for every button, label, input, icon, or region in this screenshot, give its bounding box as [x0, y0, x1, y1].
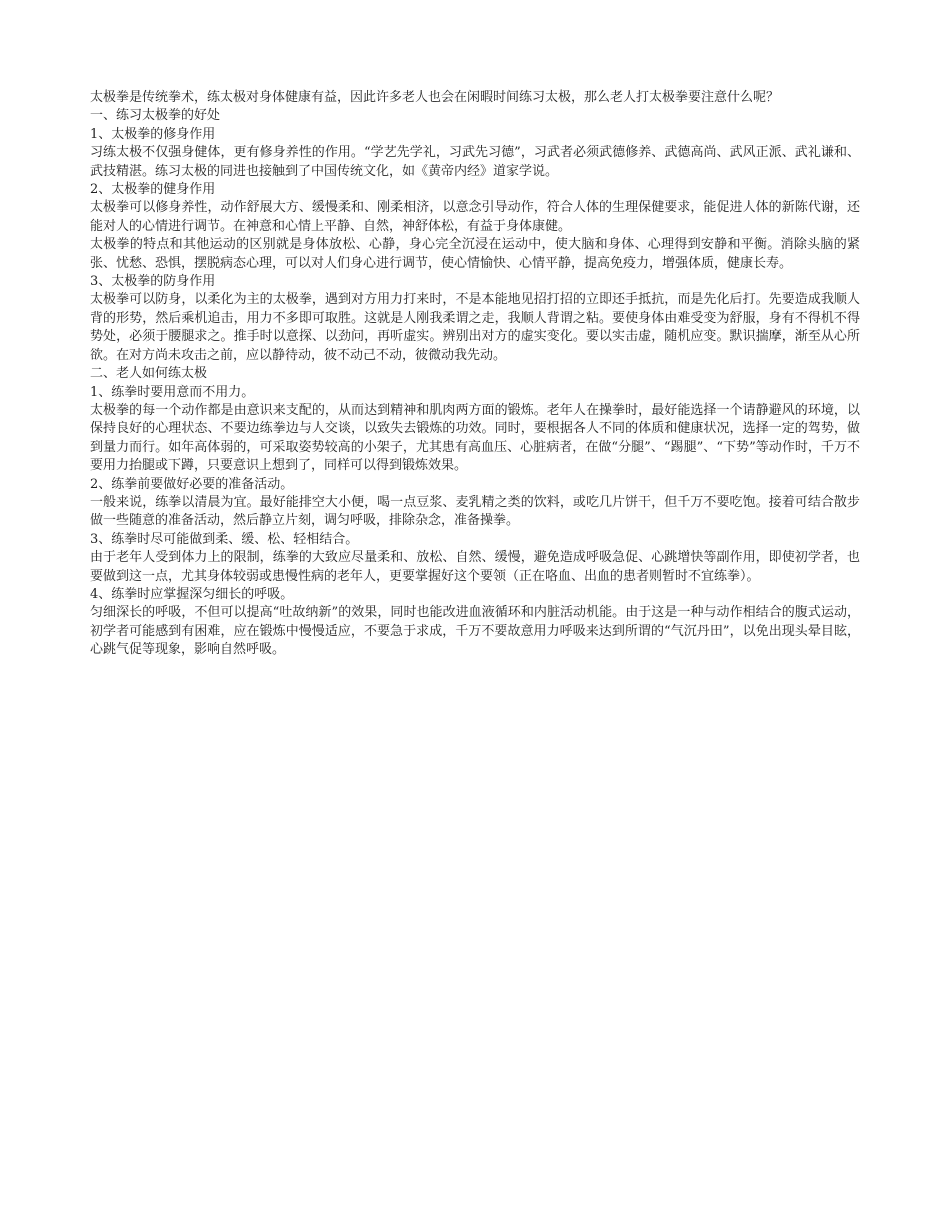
paragraph-fitness-1: 太极拳可以修身养性，动作舒展大方、缓慢柔和、刚柔相济，以意念引导动作，符合人体的生理保健要求，能促进人体的新陈代谢，还能对人的心情进行调节。在神意和心情上平静、自然，神舒体松，有益于身体康健。 — [90, 200, 860, 234]
subheading-soft-slow: 3、练拳时尽可能做到柔、缓、松、轻相结合。 — [90, 531, 359, 547]
paragraph-soft-slow: 由于老年人受到体力上的限制，练拳的大致应尽量柔和、放松、自然、缓慢，避免造成呼吸急促、心跳增快等副作用，即使初学者，也要做到这一点，尤其身体较弱或患慢性病的老年人，更要掌握好这个要领（正在咯血、出血的患者则暂时不宜练拳）。 — [90, 550, 860, 584]
subheading-self-cultivation: 1、太极拳的修身作用 — [90, 126, 216, 142]
paragraph-intent-not-force: 太极拳的每一个动作都是由意识来支配的，从而达到精神和肌肉两方面的锻炼。老年人在操拳时，最好能选择一个请静避风的环境，以保持良好的心理状态、不要边练拳边与人交谈，以致失去锻炼的功效。同时，要根据各人不同的体质和健康状况，选择一定的驾势，做到量力而行。如年高体弱的，可采取姿势较高的小架子，尤其患有高血压、心脏病者，在做“分腿”、“踢腿”、“下势”等动作时，千万不要用力抬腿或下蹲，只要意识上想到了，同样可以得到锻炼效果。 — [90, 402, 860, 474]
paragraph-self-cultivation: 习练太极不仅强身健体，更有修身养性的作用。“学艺先学礼，习武先习德”，习武者必须武德修养、武德高尚、武风正派、武礼谦和、武技精湛。练习太极的同进也接触到了中国传统文化，如《黄帝内经》道家学说。 — [90, 145, 860, 179]
intro-paragraph: 太极拳是传统拳术，练太极对身体健康有益，因此许多老人也会在闲暇时间练习太极，那么老人打太极拳要注意什么呢？ — [90, 90, 780, 105]
section-heading-how-to-practice: 二、老人如何练太极 — [90, 366, 208, 382]
paragraph-breathing: 匀细深长的呼吸，不但可以提高“吐故纳新”的效果，同时也能改进血液循环和内脏活动机能。由于这是一种与动作相结合的腹式运动，初学者可能感到有困难，应在锻炼中慢慢适应，不要急于求成，千万不要故意用力呼吸来达到所谓的“气沉丹田”，以免出现头晕目眩，心跳气促等现象，影响自然呼吸。 — [90, 605, 860, 658]
paragraph-preparation: 一般来说，练拳以清晨为宜。最好能排空大小便，喝一点豆浆、麦乳精之类的饮料，或吃几片饼干，但千万不要吃饱。接着可结合散步做一些随意的准备活动，然后静立片刻，调匀呼吸，排除杂念，准备操拳。 — [90, 494, 860, 529]
subheading-intent-not-force: 1、练拳时要用意而不用力。 — [90, 384, 255, 400]
subheading-breathing: 4、练拳时应掌握深匀细长的呼吸。 — [90, 586, 294, 602]
subheading-self-defense: 3、太极拳的防身作用 — [90, 274, 216, 290]
section-heading-benefits: 一、练习太极拳的好处 — [90, 108, 221, 124]
subheading-fitness: 2、太极拳的健身作用 — [90, 182, 216, 198]
document-body — [90, 89, 860, 660]
paragraph-self-defense: 太极拳可以防身，以柔化为主的太极拳，遇到对方用力打来时，不是本能地见招打招的立即还手抵抗，而是先化后打。先要造成我顺人背的形势，然后乘机追击，用力不多即可取胜。这就是人刚我柔谓之走，我顺人背谓之粘。要使身体由难受变为舒服，身有不得机不得势处，必须于腰腿求之。推手时以意探、以劲问，再听虚实。辨别出对方的虚实变化。要以实击虚，随机应变。默识揣摩，渐至从心所欲。在对方尚未攻击之前，应以静待动，彼不动己不动，彼微动我先动。 — [90, 292, 860, 363]
subheading-preparation: 2、练拳前要做好必要的准备活动。 — [90, 476, 294, 492]
paragraph-fitness-2: 太极拳的特点和其他运动的区别就是身体放松、心静，身心完全沉浸在运动中，使大脑和身体、心理得到安静和平衡。消除头脑的紧张、忧愁、恐惧，摆脱病态心理，可以对人们身心进行调节，使心情愉快、心情平静，提高免疫力，增强体质，健康长寿。 — [90, 237, 860, 271]
